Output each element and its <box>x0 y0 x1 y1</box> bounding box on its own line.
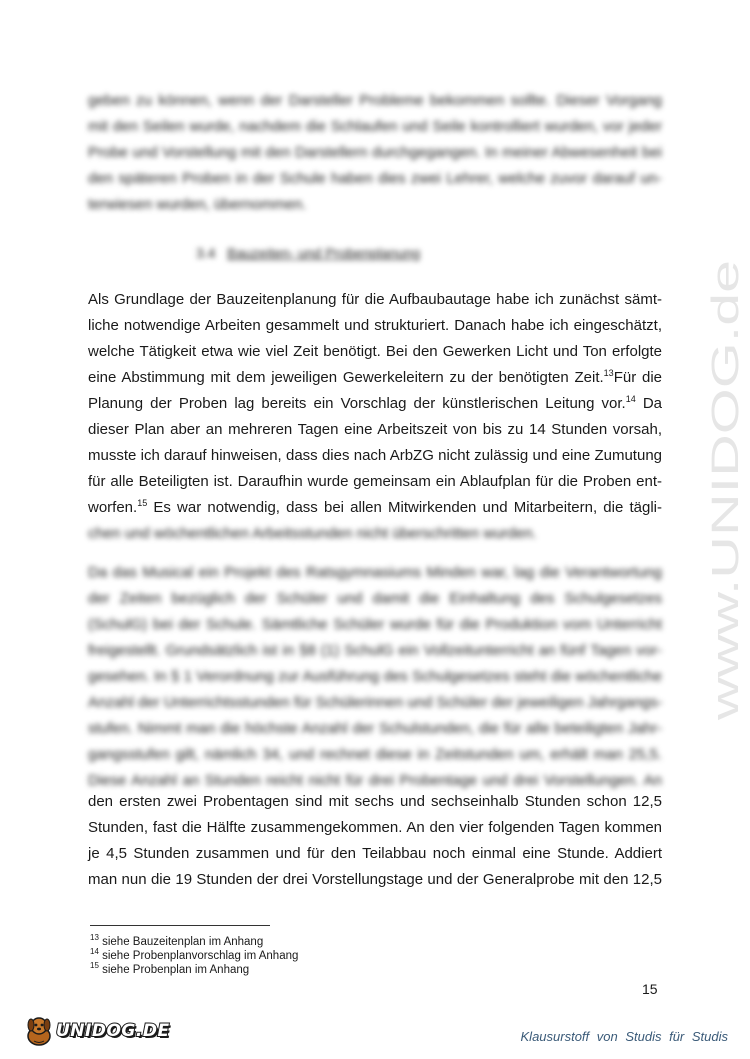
text-line: terwiesen wurden, übernommen. <box>88 196 307 213</box>
text-line: Anzahl der Unterrichtsstunden für Schülerinnen und Schüler der jeweiligen Jahrgangs- <box>88 694 663 711</box>
text-line: für alle Beteiligten ist. Daraufhin wurde gemeinsam ein Ablaufplan für die Proben ent- <box>88 473 662 490</box>
text-line: eine Abstimmung mit dem jeweiligen Gewerkeleitern zu der benötigten Zeit.$^{13}$Für die <box>88 368 662 386</box>
text-line: gesehen. In § 1 Verordnung zur Ausführung des Schulgesetzes steht die wöchentliche <box>88 668 662 685</box>
section-heading <box>196 245 420 261</box>
text-line: dieser Plan aber an mehreren Tagen eine Arbeitszeit von bis zu 14 Stunden vorsah, <box>88 421 662 438</box>
dog-icon <box>22 1014 56 1048</box>
text-line: liche notwendige Arbeiten gesammelt und strukturiert. Danach habe ich eingeschätzt, <box>88 317 662 334</box>
text-line: Diese Anzahl an Stunden reicht nicht für drei Probentage und drei Vorstellungen. An <box>88 772 662 789</box>
text-line: je 4,5 Stunden zusammen und für den Teilabbau noch einmal eine Stunde. Addiert <box>88 845 662 862</box>
text-line: welche Tätigkeit etwa wie viel Zeit benötigt. Bei den Gewerken Licht und Ton erfolgte <box>88 343 662 360</box>
footnote-ref: 14 <box>625 394 636 404</box>
blurred-text-line: chen und wöchentlichen Arbeitsstunden nicht überschritten wurden. <box>88 525 537 542</box>
unidog-logo[interactable] <box>22 1013 170 1049</box>
footnote-divider <box>90 925 270 926</box>
footnote-ref: 15 <box>137 498 148 508</box>
text-line: (SchulG) bei der Schule. Sämtliche Schüler wurde für die Produktion vom Unterricht <box>88 616 662 633</box>
text-line: den späteren Proben in der Schule haben dies zwei Lehrer, welche zuvor darauf un- <box>88 170 662 187</box>
text-line: stufen. Nimmt man die höchste Anzahl der Schulstunden, die für alle beteiligten Jahr- <box>88 720 662 737</box>
text-line: den ersten zwei Probentagen sind mit sechs und sechseinhalb Stunden schon 12,5 <box>88 793 662 810</box>
text-line: freigestellt. Grundsätzlich ist in §8 (1) SchulG ein Vollzeitunterricht an fünf Tagen vor- <box>88 642 662 659</box>
footnote-ref: 13 <box>603 368 614 378</box>
footnotes <box>90 935 298 977</box>
text-line: mit den Seilen wurde, nachdem die Schlaufen und Seile kontrolliert wurden, vor jeder <box>88 118 662 135</box>
main-paragraph <box>88 287 662 547</box>
bottom-paragraph <box>88 789 662 893</box>
footer-tagline: Klausurstoff von Studis für Studis <box>520 1029 728 1044</box>
blurred-paragraph-top <box>88 88 662 218</box>
section-title: Bauzeiten- und Probenplanung <box>227 245 421 261</box>
page-number: 15 <box>642 981 658 997</box>
footnote: $^{13}$ siehe Bauzeitenplan im Anhang <box>90 933 264 948</box>
text-line: Probe und Vorstellung mit den Darstellern durchgegangen. In meiner Abwesenheit bei <box>88 144 662 161</box>
watermark <box>705 250 747 730</box>
text-line: Planung der Proben lag bereits ein Vorschlag der künstlerischen Leitung vor.$^{14}$ Da <box>88 394 662 412</box>
watermark-text: www.UNIDOG.de <box>705 424 747 720</box>
text-line: man nun die 19 Stunden der drei Vorstellungstage und der Generalprobe mit den 12,5 <box>88 871 662 888</box>
text-line: gangsstufen gilt, nämlich 34, und rechnet diese in Zeitstunden um, erhält man 25,5. <box>88 746 662 763</box>
logo-text: UNIDOG.DE <box>56 1021 170 1041</box>
text-line: musste ich darauf hinweisen, dass dies nach ArbZG nicht zulässig und eine Zumutung <box>88 447 662 464</box>
footnote: $^{14}$ siehe Probenplanvorschlag im Anhang <box>90 947 299 962</box>
text-line: worfen.$^{15}$ Es war notwendig, dass bei allen Mitwirkenden und Mitarbeitern, die tägli- <box>88 498 662 516</box>
text-line: Da das Musical ein Projekt des Ratsgymnasiums Minden war, lag die Verantwortung <box>88 564 662 581</box>
text-line: der Zeiten bezüglich der Schüler und damit die Einhaltung des Schulgesetzes <box>88 590 662 607</box>
footnote: $^{15}$ siehe Probenplan im Anhang <box>90 961 250 976</box>
text-line: Stunden, fast die Hälfte zusammengekommen. An den vier folgenden Tagen kommen <box>88 819 662 836</box>
section-number: 3.4 <box>196 245 216 261</box>
blurred-paragraph-middle <box>88 560 662 794</box>
text-line: geben zu können, wenn der Darsteller Probleme bekommen sollte. Dieser Vorgang <box>88 92 662 109</box>
text-line: Als Grundlage der Bauzeitenplanung für die Aufbaubautage habe ich zunächst sämt- <box>88 291 662 308</box>
